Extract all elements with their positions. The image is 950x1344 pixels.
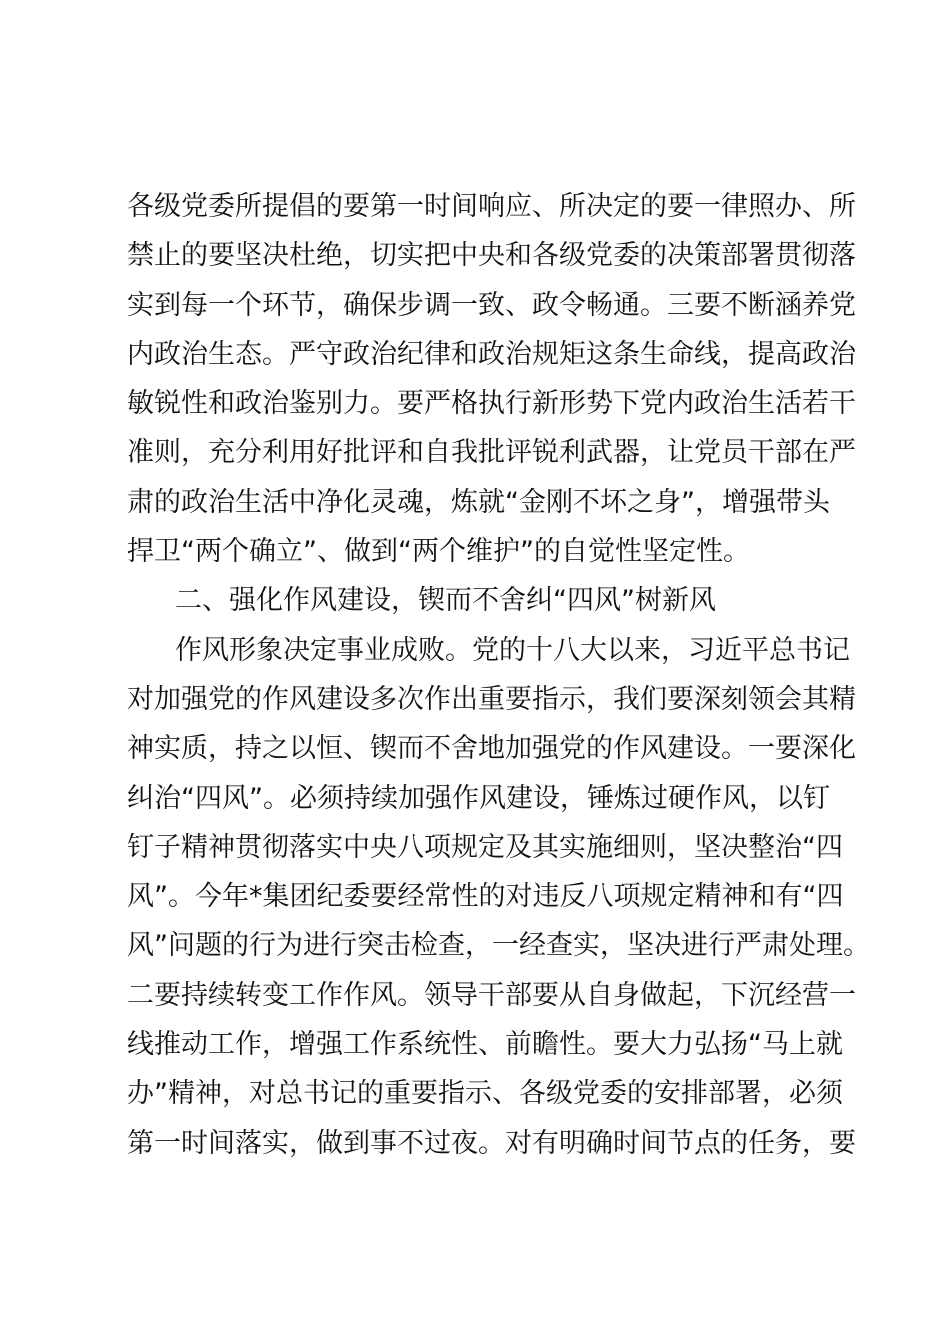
text-line: 准则，充分利用好批评和自我批评锐利武器，让党员干部在严	[127, 437, 856, 469]
text-line: 风”问题的行为进行突击检查，一经查实，坚决进行严肃处理。	[127, 930, 870, 962]
text-line: 钉子精神贯彻落实中央八项规定及其实施细则，坚决整治“四	[127, 831, 843, 863]
text-line: 二要持续转变工作作风。领导干部要从自身做起，下沉经营一	[127, 979, 856, 1011]
text-line: 对加强党的作风建设多次作出重要指示，我们要深刻领会其精	[127, 683, 856, 715]
text-line: 风”。今年*集团纪委要经常性的对违反八项规定精神和有“四	[127, 881, 844, 913]
text-line: 各级党委所提倡的要第一时间响应、所决定的要一律照办、所	[127, 191, 856, 222]
text-line: 第一时间落实，做到事不过夜。对有明确时间节点的任务，要	[127, 1127, 856, 1159]
paragraph-first-line: 作风形象决定事业成败。党的十八大以来，习近平总书记	[175, 634, 850, 666]
text-line: 纠治“四风”。必须持续加强作风建设，锤炼过硬作风，以钉	[127, 782, 830, 814]
section-heading: 二、强化作风建设，锲而不舍纠“四风”树新风	[175, 585, 716, 617]
text-line: 肃的政治生活中净化灵魂，炼就“金刚不坏之身”，增强带头	[127, 486, 830, 518]
text-line: 内政治生态。严守政治纪律和政治规矩这条生命线，提高政治	[127, 338, 856, 370]
text-line: 捍卫“两个确立”、做到“两个维护”的自觉性坚定性。	[127, 536, 750, 568]
text-line: 办”精神，对总书记的重要指示、各级党委的安排部署，必须	[127, 1078, 843, 1110]
text-line: 实到每一个环节，确保步调一致、政令畅通。三要不断涵养党	[127, 289, 856, 321]
body-text	[127, 182, 870, 1168]
text-line: 敏锐性和政治鉴别力。要严格执行新形势下党内政治生活若干	[127, 388, 856, 420]
text-line: 禁止的要坚决杜绝，切实把中央和各级党委的决策部署贯彻落	[127, 240, 856, 272]
text-line: 神实质，持之以恒、锲而不舍地加强党的作风建设。一要深化	[127, 733, 856, 765]
text-line: 线推动工作，增强工作系统性、前瞻性。要大力弘扬“马上就	[127, 1029, 843, 1061]
